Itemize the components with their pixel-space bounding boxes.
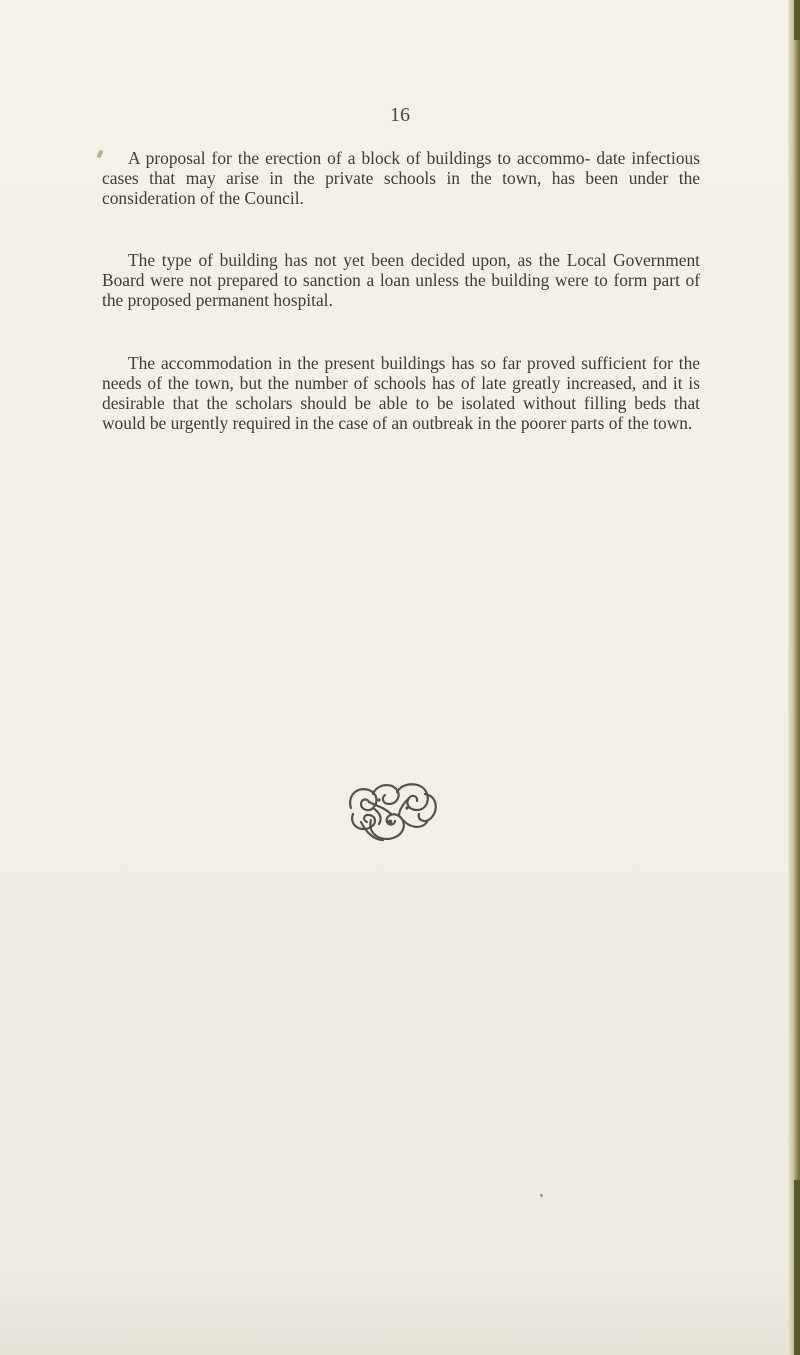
page-bottom-shading: [0, 1275, 800, 1355]
page-edge-shadow-bottom: [794, 1180, 800, 1355]
paragraph-2: [102, 250, 700, 310]
paper-speck-dot: [540, 1194, 543, 1197]
paragraph-2-text: The type of building has not yet been decided upon, as the Local Government Board were not prepared to sanction a loan unless the building were to form part of the proposed permanent hospital.: [102, 250, 700, 310]
paragraph-1: [102, 148, 700, 208]
printers-ornament-icon: [343, 778, 443, 844]
page-edge-shadow-top: [794, 0, 800, 40]
paragraph-3-text: The accommodation in the present buildings has so far proved sufficient for the needs of the town, but the number of schools has of late greatly increased, and it is desirable that the scholars should be able to be isolated without filling beds that would be urgently required in the case of an outbreak in the poorer parts of the town.: [102, 353, 700, 433]
paragraph-1-text: A proposal for the erection of a block of buildings to accommo- date infectious cases that may arise in the private schools in the town, has been under the consideration of the Council.: [102, 148, 700, 208]
page-right-edge: [788, 0, 800, 1355]
page-number: 16: [390, 104, 410, 126]
paragraph-3: [102, 353, 700, 433]
